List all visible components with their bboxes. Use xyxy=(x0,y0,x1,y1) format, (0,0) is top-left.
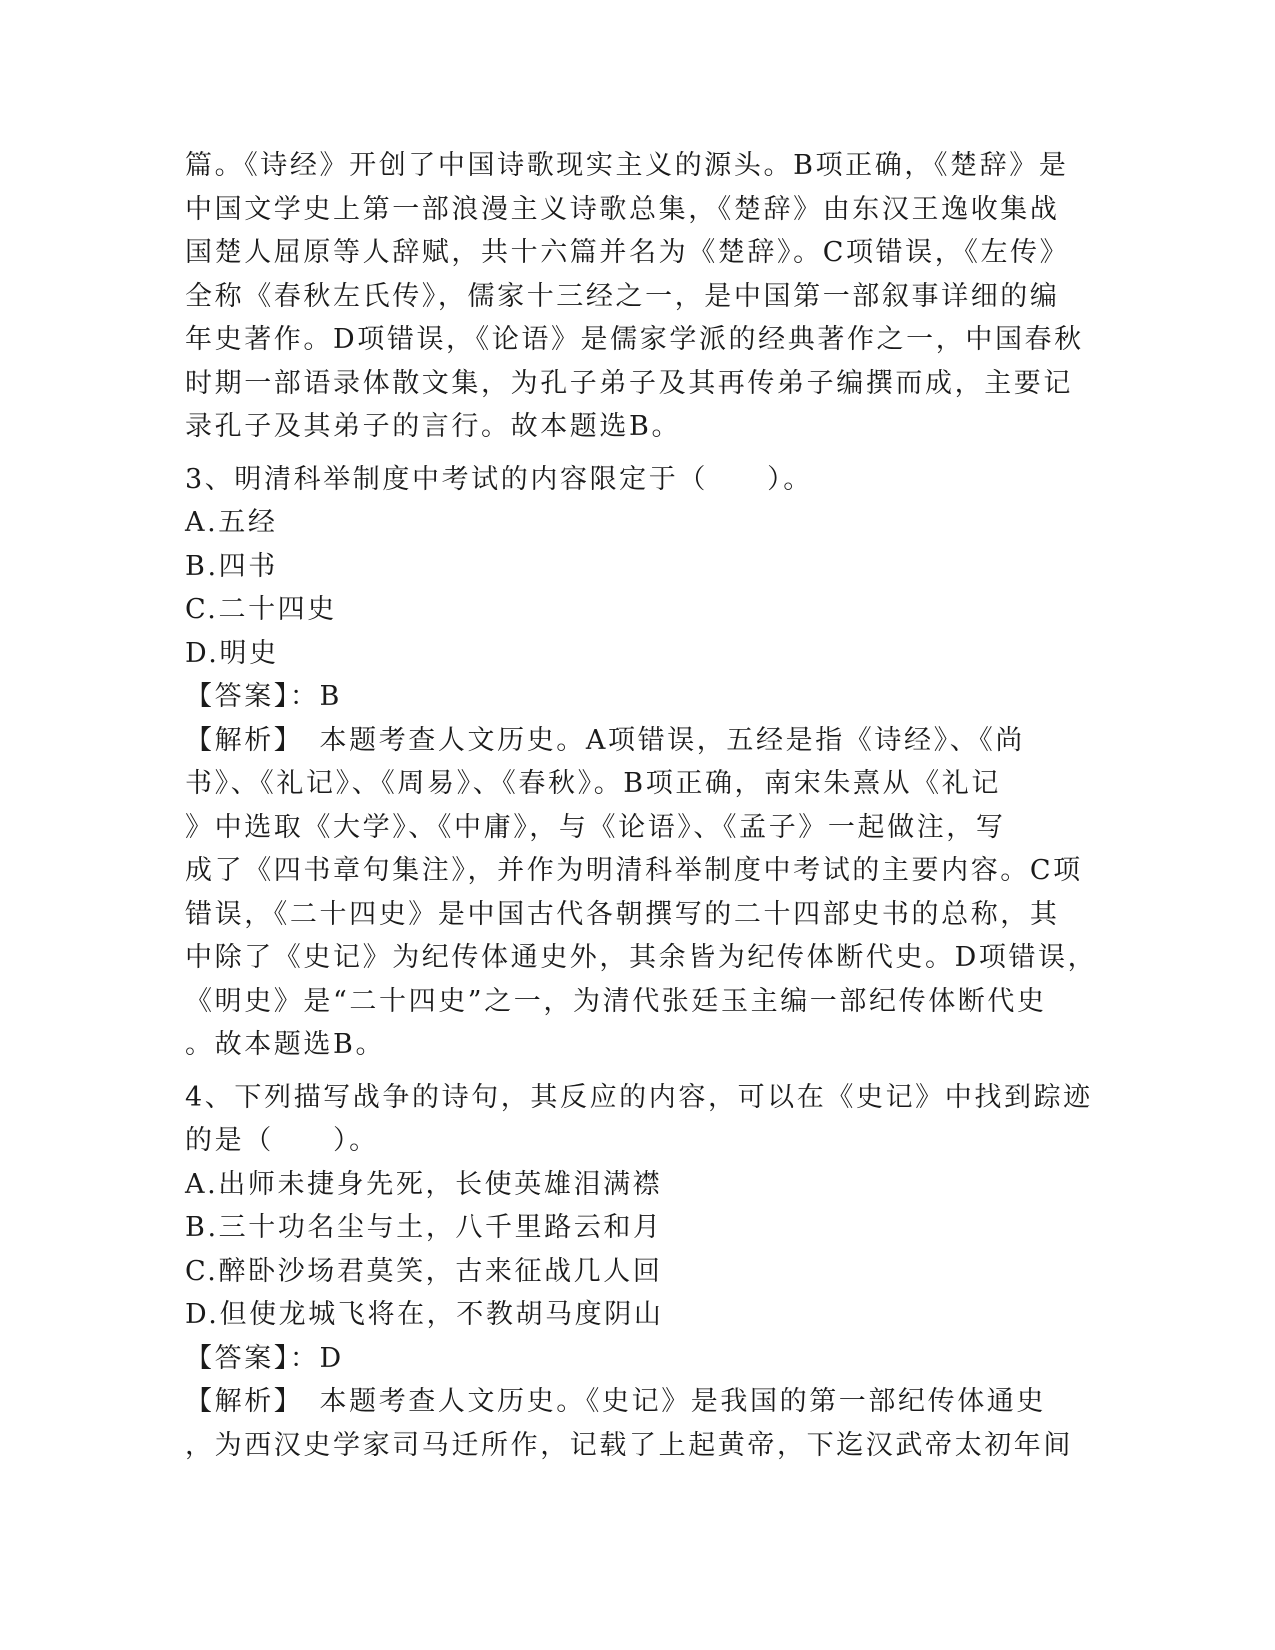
previous-explanation xyxy=(185,144,1085,449)
option-d: D.明史 xyxy=(185,637,279,669)
text-line: 录孔子及其弟子的言行。故本题选B。 xyxy=(185,411,682,442)
question-stem: 4、下列描写战争的诗句，其反应的内容，可以在《史记》中找到踪迹 xyxy=(185,1081,1093,1113)
explanation-line: 成了《四书章句集注》，并作为明清科举制度中考试的主要内容。C项 xyxy=(185,855,1083,886)
option-d: D.但使龙城飞将在，不教胡马度阴山 xyxy=(185,1299,664,1330)
question-stem: 的是（ ）。 xyxy=(185,1125,379,1156)
option-b: B.三十功名尘与土，八千里路云和月 xyxy=(185,1212,663,1243)
spacer xyxy=(185,449,1085,458)
question-3 xyxy=(185,458,1098,1067)
explanation-line: 《明史》是“二十四史”之一，为清代张廷玉主编一部纪传体断代史 xyxy=(185,985,1047,1017)
text-line: 中国文学史上第一部浪漫主义诗歌总集，《楚辞》由东汉王逸收集战 xyxy=(185,193,1060,225)
question-4 xyxy=(185,1076,1093,1468)
text-line: 年史著作。D项错误，《论语》是儒家学派的经典著作之一，中国春秋 xyxy=(185,324,1084,355)
option-a: A.五经 xyxy=(185,507,278,538)
option-a: A.出师未捷身先死，长使英雄泪满襟 xyxy=(185,1168,663,1200)
explanation-line: 。故本题选B。 xyxy=(185,1029,386,1060)
question-stem: 3、明清科举制度中考试的内容限定于（ ）。 xyxy=(185,463,813,495)
spacer xyxy=(185,1067,1085,1076)
text-line: 国楚人屈原等人辞赋，共十六篇并名为《楚辞》。C项错误，《左传》 xyxy=(185,237,1070,268)
explanation-line: ，为西汉史学家司马迁所作，记载了上起黄帝，下迄汉武帝太初年间 xyxy=(185,1429,1073,1461)
explanation-line: 【解析】 本题考查人文历史。《史记》是我国的第一部纪传体通史 xyxy=(185,1386,1046,1417)
answer: 【答案】：B xyxy=(185,681,342,712)
explanation-line: 书》、《礼记》、《周易》、《春秋》。B项正确，南宋朱熹从《礼记 xyxy=(185,768,1001,799)
explanation-line: 错误，《二十四史》是中国古代各朝撰写的二十四部史书的总称，其 xyxy=(185,898,1060,930)
explanation-line: 【解析】 本题考查人文历史。A项错误，五经是指《诗经》、《尚 xyxy=(185,724,1025,756)
option-c: C.醉卧沙场君莫笑，古来征战几人回 xyxy=(185,1255,663,1287)
text-line: 全称《春秋左氏传》，儒家十三经之一，是中国第一部叙事详细的编 xyxy=(185,280,1060,312)
explanation-line: 》中选取《大学》、《中庸》，与《论语》、《孟子》一起做注，写 xyxy=(185,811,1006,843)
document-page xyxy=(185,144,1098,1467)
explanation-line: 中除了《史记》为纪传体通史外，其余皆为纪传体断代史。D项错误， xyxy=(185,942,1098,973)
text-line: 时期一部语录体散文集，为孔子弟子及其再传弟子编撰而成，主要记 xyxy=(185,367,1073,399)
answer: 【答案】：D xyxy=(185,1342,344,1374)
text-line: 篇。《诗经》开创了中国诗歌现实主义的源头。B项正确，《楚辞》是 xyxy=(185,150,1069,181)
option-c: C.二十四史 xyxy=(185,594,337,625)
option-b: B.四书 xyxy=(185,550,278,582)
